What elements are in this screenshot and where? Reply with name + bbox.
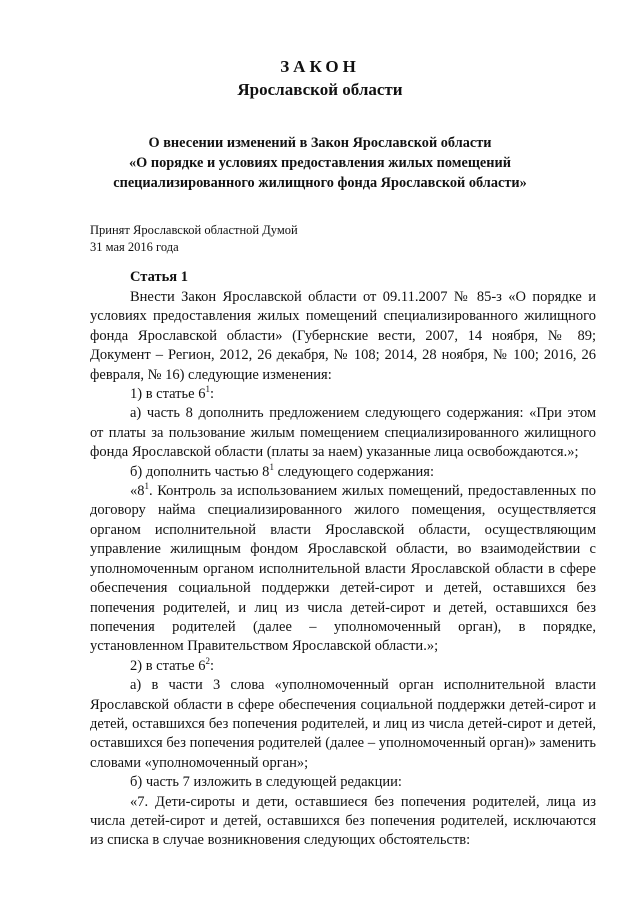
law-title: ЗАКОН <box>280 57 360 76</box>
quote-part-7: «7. Дети-сироты и дети, оставшиеся без попечения родителей, лица из числа детей-сирот и детей, оставшихся без попечения родителей, исключаются из списка в случае возникновения следующих обстоятельств: <box>90 793 596 849</box>
law-subject <box>90 133 550 193</box>
adopted-by: Принят Ярославской областной Думой <box>90 223 298 237</box>
item-1a: а) часть 8 дополнить предложением следующего содержания: «При этом от платы за пользование жилым помещением специализированного жилищного фонда Ярославской области (платы за наем) указанные лица освобождаются.»; <box>90 405 596 461</box>
item-1b-text: б) дополнить частью 8 <box>130 463 270 480</box>
item-2a: а) в части 3 слова «уполномоченный орган исполнительной власти Ярославской области в сфере обеспечения социальной поддержки детей-сирот и детей, оставшихся без попечения родителей, и лиц из числа детей-сирот и детей, оставшихся без попечения родителей (далее – уполномоченный орган)» заменить словами «уполномоченный орган»; <box>90 677 596 771</box>
law-region: Ярославской области <box>237 80 403 99</box>
subject-line: специализированного жилищного фонда Ярославской области» <box>113 175 527 191</box>
item-1b <box>90 463 596 482</box>
article-intro: Внести Закон Ярославской области от 09.11.2007 № 85-з «О порядке и условиях предоставления жилых помещений специализированного жилищного фонда Ярославской области» (Губернские вести, 2007, 14 ноября, № 89; Документ – Регион, 2012, 26 декабря, № 108; 2014, 28 ноября, № 100; 2016, 26 февраля, № 16) следующие изменения: <box>90 289 596 383</box>
article-heading: Статья 1 <box>130 269 188 285</box>
item-1-text: 1) в статье 6 <box>130 386 206 403</box>
item-2-sup: 2 <box>205 655 210 666</box>
item-2 <box>90 657 596 676</box>
adoption-info <box>90 222 298 256</box>
adoption-date: 31 мая 2016 года <box>90 240 179 254</box>
quote-8-prefix: «8 <box>130 483 145 500</box>
item-2-colon: : <box>209 657 214 674</box>
article-body <box>90 288 596 851</box>
item-2b: б) часть 7 изложить в следующей редакции: <box>130 774 402 791</box>
item-1b-tail: следующего содержания: <box>273 463 435 480</box>
item-1 <box>90 385 596 404</box>
quote-8-sup: 1 <box>144 481 149 492</box>
subject-line: О внесении изменений в Закон Ярославской области <box>148 135 492 151</box>
item-1b-sup: 1 <box>269 461 274 472</box>
quote-8-text: . Контроль за использованием жилых помещений, предоставленных по договору найма специализированного жилого помещения, осуществляется органом исполнительной власти Ярославской области, осуществляющим управление жилищным фондом Ярославской области, во взаимодействии с уполномоченным органом исполнительной власти Ярославской области в сфере обеспечения социальной поддержки детей-сирот и детей, оставшихся без попечения родителей, и лиц из числа детей-сирот и детей, оставшихся без попечения родителей (далее – уполномоченный орган), в порядке, установленном Правительством Ярославской области.»; <box>90 483 596 655</box>
subject-line: «О порядке и условиях предоставления жилых помещений <box>129 155 511 171</box>
item-1-colon: : <box>209 386 214 403</box>
item-2-text: 2) в статье 6 <box>130 657 206 674</box>
item-1-sup: 1 <box>205 384 210 395</box>
quote-part-8-1 <box>90 482 596 657</box>
